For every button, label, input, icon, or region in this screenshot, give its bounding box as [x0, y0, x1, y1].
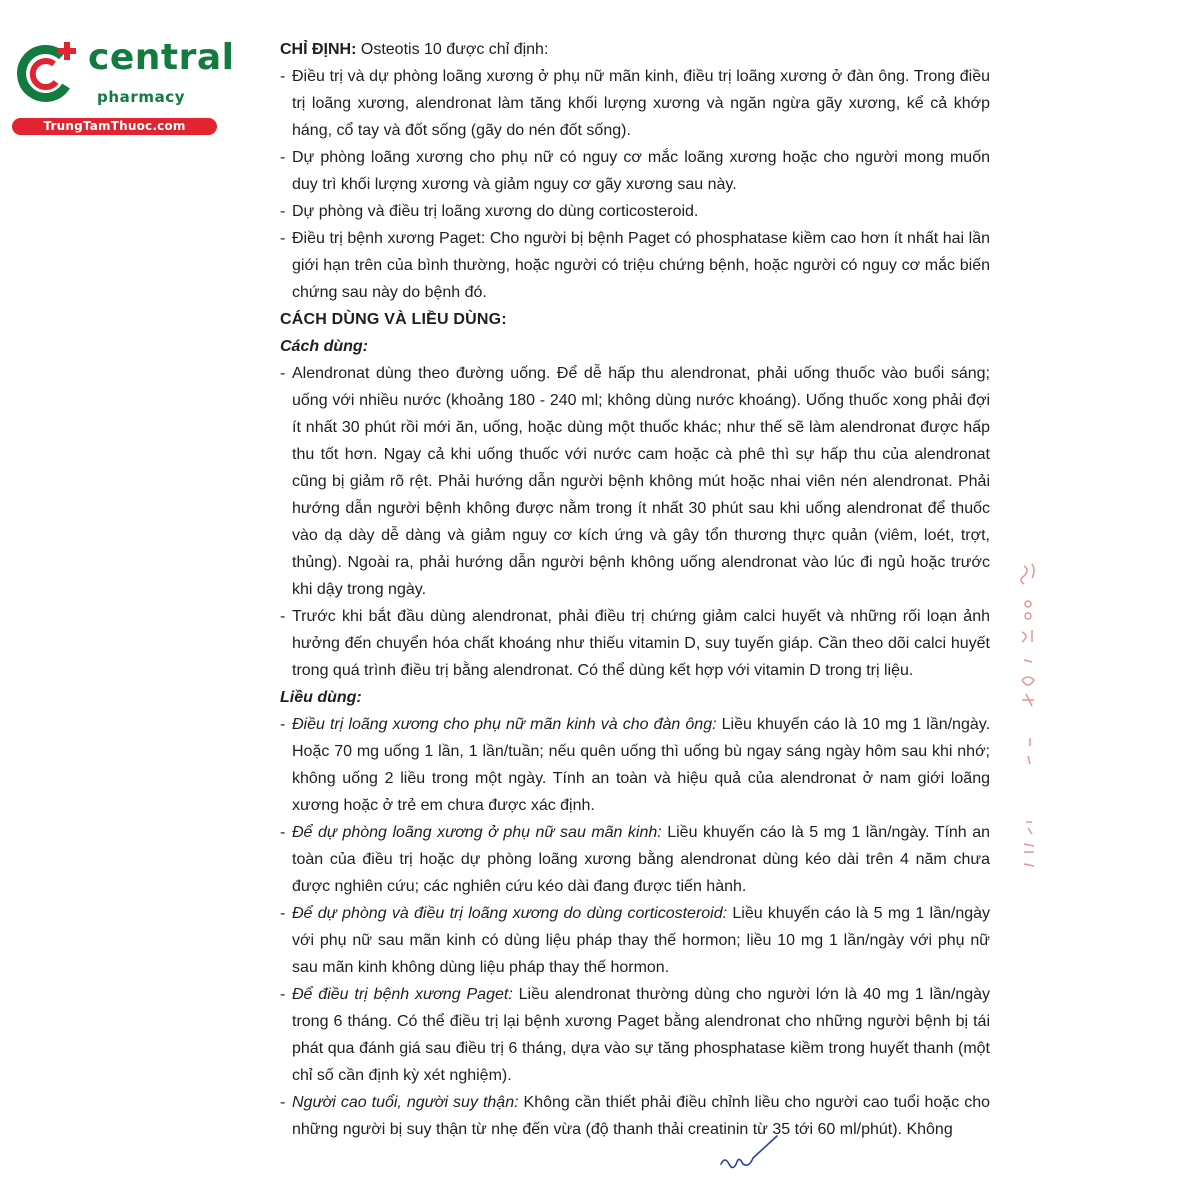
chi-dinh-label: CHỈ ĐỊNH:: [280, 41, 357, 58]
lieu-dung-item-lead: Để điều trị bệnh xương Paget:: [292, 986, 513, 1003]
lieu-dung-item-lead: Điều trị loãng xương cho phụ nữ mãn kinh và cho đàn ông:: [292, 716, 717, 733]
lieu-dung-item-lead: Để dự phòng loãng xương ở phụ nữ sau mãn kinh:: [292, 824, 662, 841]
lieu-dung-item-text: Liều alendronat thường dùng cho người lớn là 40 mg 1 lần/ngày trong 6 tháng. Có thể điều trị lại bệnh xương Paget bằng alendronat cho những người bệnh bị tái phát qua đánh giá sau điều trị 6 tháng, dựa vào sự tăng phosphatase kiềm trong huyết thanh (một chỉ số cần định kỳ xét nghiệm).: [292, 986, 991, 1084]
chi-dinh-item: - Điều trị bệnh xương Paget: Cho người bị bệnh Paget có phosphatase kiềm cao hơn ít nhất hai lần giới hạn trên của bình thường, hoặc người có triệu chứng bệnh, hoặc người có nguy cơ mắc biến chứng sau này do bệnh đó.: [280, 225, 990, 306]
lieu-dung-item-lead: Người cao tuổi, người suy thận:: [292, 1094, 519, 1111]
lieu-dung-item-text: Liều khuyến cáo là 10 mg 1 lần/ngày. Hoặc 70 mg uống 1 lần, 1 lần/tuần; nếu quên uống thì uống bù ngay sáng ngày hôm sau khi nhớ; không uống 2 liều trong một ngày. Tính an toàn và hiệu quả của alendronat ở nam giới loãng xương hoặc ở trẻ em chưa được xác định.: [292, 716, 991, 814]
lieu-dung-item: [280, 900, 990, 981]
subheading-lieu-dung: Liều dùng:: [280, 689, 362, 706]
lieu-dung-item-lead: Để dự phòng và điều trị loãng xương do dùng corticosteroid:: [292, 905, 728, 922]
lieu-dung-item: [280, 711, 990, 819]
section-heading-cach-dung-lieu-dung: CÁCH DÙNG VÀ LIỀU DÙNG:: [280, 311, 507, 328]
subheading-cach-dung: Cách dùng:: [280, 338, 368, 355]
pharmacy-cross-logo-icon: [10, 38, 82, 110]
lieu-dung-item: [280, 981, 990, 1089]
cach-dung-item: - Trước khi bắt đầu dùng alendronat, phải điều trị chứng giảm calci huyết và những rối loạn ảnh hưởng đến chuyển hóa chất khoáng như thiếu vitamin D, suy tuyến giáp. Cần theo dõi calci huyết trong quá trình điều trị bằng alendronat. Có thể dùng kết hợp với vitamin D trong trị liệu.: [280, 603, 990, 684]
brand-subtitle: pharmacy: [97, 88, 186, 106]
chi-dinh-item: - Dự phòng loãng xương cho phụ nữ có nguy cơ mắc loãng xương hoặc cho người mong muốn duy trì khối lượng xương và giảm nguy cơ gãy xương sau này.: [280, 144, 990, 198]
lieu-dung-item-text: Không cần thiết phải điều chỉnh liều cho người cao tuổi hoặc cho những người bị suy thận từ nhẹ đến vừa (độ thanh thải creatinin từ 35 tới 60 ml/phút). Không: [292, 1094, 991, 1138]
cach-dung-item: - Alendronat dùng theo đường uống. Để dễ hấp thu alendronat, phải uống thuốc vào buổi sáng; uống với nhiều nước (khoảng 180 - 240 ml; không dùng nước khoáng). Uống thuốc xong phải đợi ít nhất 30 phút rồi mới ăn, uống, hoặc dùng một thuốc khác; như thế sẽ làm alendronat được hấp thu tốt hơn. Ngay cả khi uống thuốc với nước cam hoặc cà phê thì sự hấp thu của alendronat cũng bị giảm rõ rệt. Phải hướng dẫn người bệnh không mút hoặc nhai viên nén alendronat. Phải hướng dẫn người bệnh không được nằm trong ít nhất 30 phút sau khi uống alendronat để thuốc vào dạ dày dễ dàng và giảm nguy cơ kích ứng và gây tổn thương thực quản (viêm, loét, trợt, thủng). Ngoài ra, phải hướng dẫn người bệnh không uống alendronat vào lúc đi ngủ hoặc trước khi dậy trong ngày.: [280, 360, 990, 603]
lieu-dung-item-text: Liều khuyến cáo là 5 mg 1 lần/ngày. Tính an toàn của điều trị hoặc dự phòng loãng xương bằng alendronat dùng kéo dài trên 4 năm chưa được nghiên cứu; các nghiên cứu kéo dài đang được tiến hành.: [292, 824, 990, 895]
chi-dinh-intro: [280, 36, 990, 63]
chi-dinh-item: - Dự phòng và điều trị loãng xương do dùng corticosteroid.: [280, 198, 990, 225]
margin-stamp-marks: [1010, 560, 1050, 880]
central-pharmacy-logo[interactable]: [8, 37, 235, 136]
document-body: [280, 36, 990, 1143]
chi-dinh-item: - Điều trị và dự phòng loãng xương ở phụ nữ mãn kinh, điều trị loãng xương ở đàn ông. Trong điều trị loãng xương, alendronat làm tăng khối lượng xương và ngăn ngừa gãy xương, kể cả khớp háng, cổ tay và đốt sống (gãy do nén đốt sống).: [280, 63, 990, 144]
brand-url-badge[interactable]: TrungTamThuoc.com: [12, 118, 217, 135]
lieu-dung-item: [280, 819, 990, 900]
chi-dinh-intro-text: Osteotis 10 được chỉ định:: [356, 41, 549, 58]
signature-mark: [715, 1134, 785, 1184]
lieu-dung-item: [280, 1089, 990, 1143]
lieu-dung-item-text: Liều khuyến cáo là 5 mg 1 lần/ngày với phụ nữ sau mãn kinh có dùng liệu pháp thay thế hormon; liều 10 mg 1 lần/ngày với phụ nữ sau mãn kinh không dùng liệu pháp thay thế hormon.: [292, 905, 991, 976]
brand-name: central: [88, 37, 235, 78]
